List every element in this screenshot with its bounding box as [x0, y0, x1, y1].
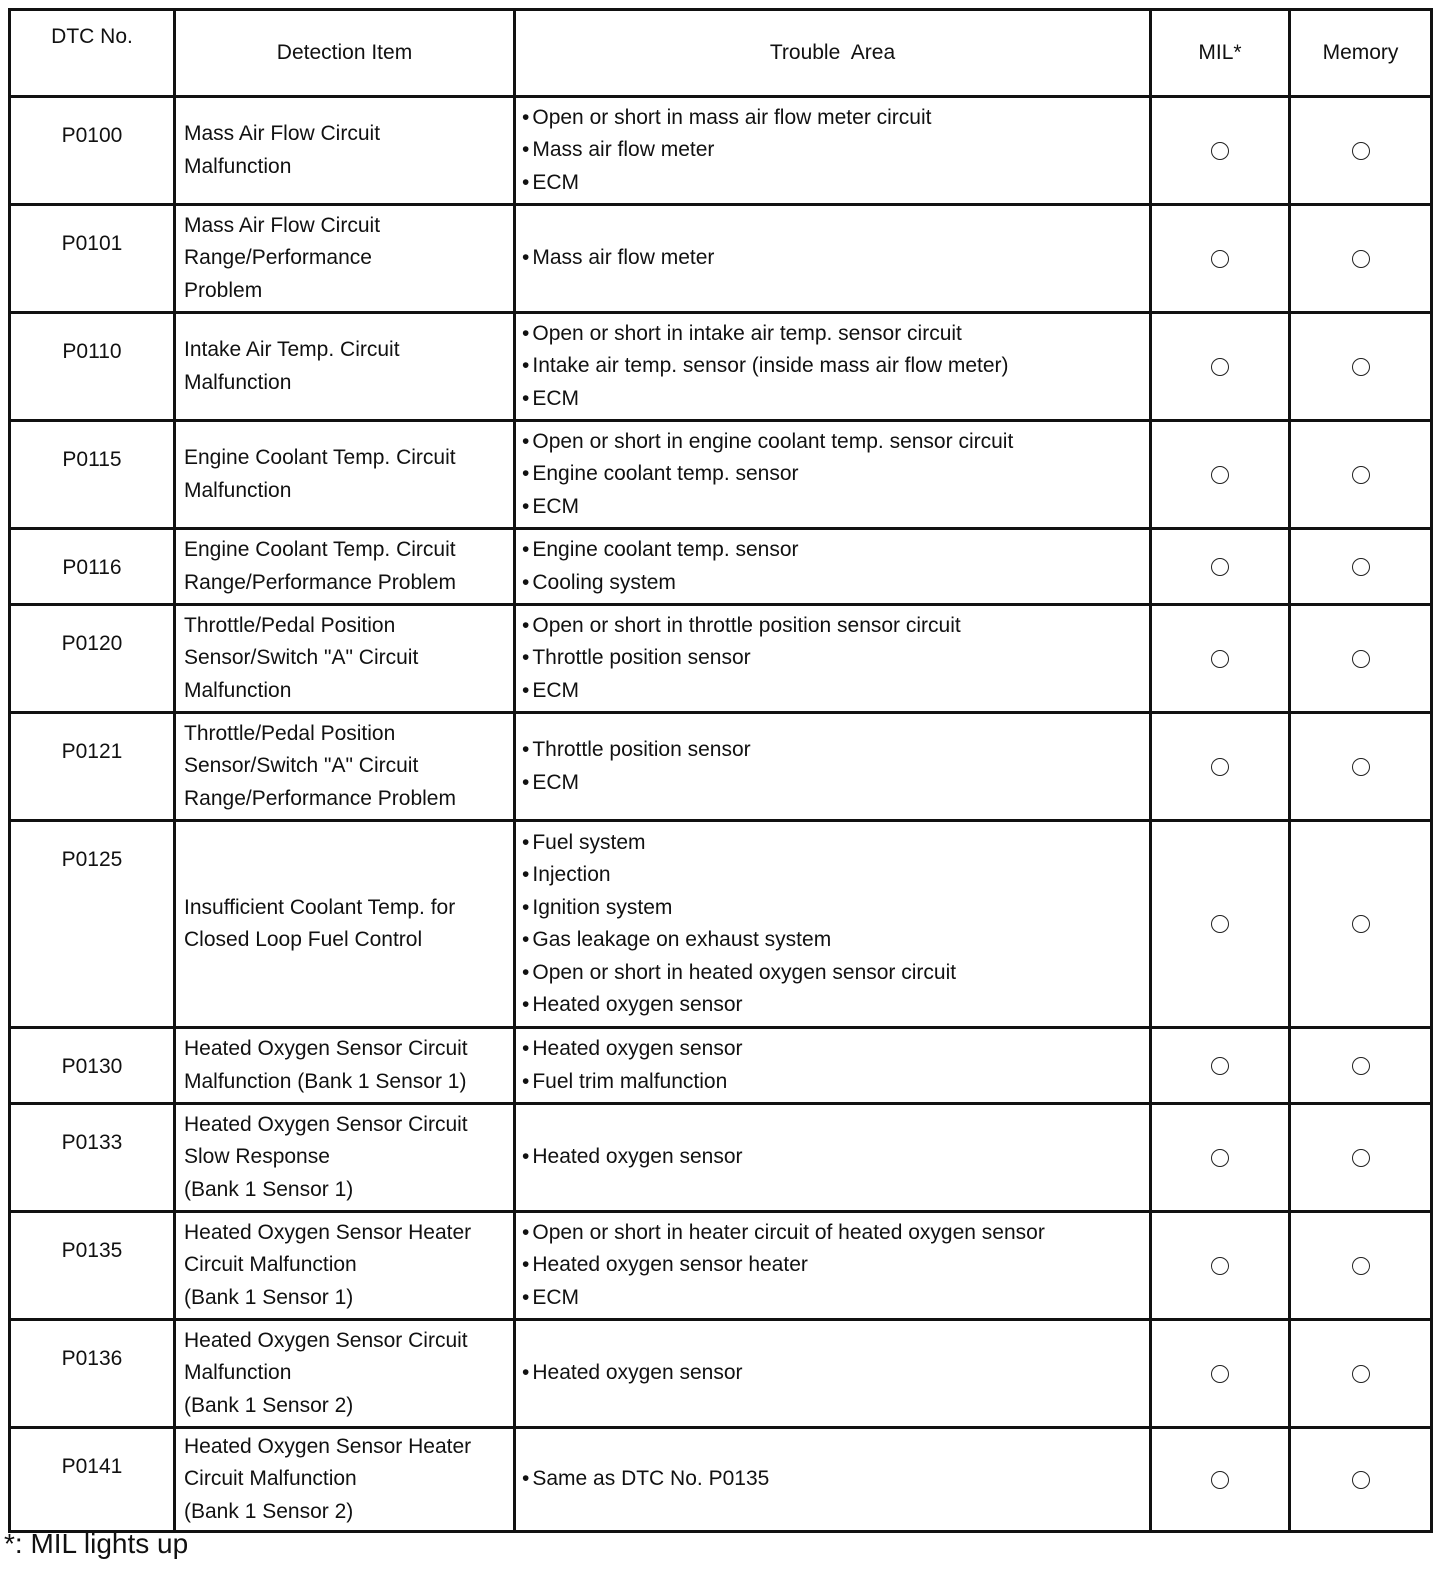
table-row: [10, 1028, 1432, 1104]
trouble-area: [515, 605, 1151, 713]
detection-item: [175, 421, 515, 529]
detection-item: [175, 529, 515, 605]
mil-cell: [1151, 1104, 1290, 1212]
detection-item-line: Malfunction: [184, 154, 292, 178]
mil-circle-icon: [1211, 142, 1229, 160]
detection-item-line: (Bank 1 Sensor 1): [184, 1177, 354, 1201]
mil-cell: [1151, 821, 1290, 1028]
detection-item-line: Malfunction (Bank 1 Sensor 1): [184, 1069, 467, 1093]
detection-item-line: Intake Air Temp. Circuit: [184, 338, 400, 361]
table-row: [10, 313, 1432, 421]
dtc-number: P0135: [10, 1212, 175, 1320]
mil-cell: [1151, 205, 1290, 313]
table-row: [10, 821, 1432, 1028]
trouble-area-item: • Engine coolant temp. sensor: [522, 458, 1149, 491]
table-body: [10, 97, 1432, 1532]
header-dtc-no: DTC No.: [10, 10, 175, 97]
table-row: [10, 605, 1432, 713]
detection-item-line: Engine Coolant Temp. Circuit: [184, 538, 456, 561]
detection-item-line: Engine Coolant Temp. Circuit: [184, 446, 456, 469]
mil-cell: [1151, 313, 1290, 421]
trouble-area-item: • Mass air flow meter: [522, 242, 1149, 275]
table-row: [10, 1428, 1432, 1532]
trouble-area-item: • Heated oxygen sensor heater: [522, 1249, 1149, 1282]
trouble-area-item: • ECM: [522, 1282, 1149, 1315]
memory-circle-icon: [1352, 650, 1370, 668]
detection-item-line: Malfunction: [184, 370, 292, 394]
mil-circle-icon: [1211, 558, 1229, 576]
table-row: [10, 97, 1432, 205]
detection-item-line: Sensor/Switch "A" Circuit: [184, 646, 419, 670]
trouble-area-item: • ECM: [522, 167, 1149, 200]
trouble-area: [515, 1212, 1151, 1320]
detection-item-line: Problem: [184, 278, 263, 302]
mil-cell: [1151, 713, 1290, 821]
table-row: [10, 713, 1432, 821]
mil-cell: [1151, 97, 1290, 205]
detection-item-line: Malfunction: [184, 478, 292, 502]
mil-circle-icon: [1211, 1365, 1229, 1383]
header-memory: Memory: [1290, 10, 1432, 97]
trouble-area-item: • Open or short in engine coolant temp. sensor circuit: [522, 426, 1149, 459]
detection-item-line: Closed Loop Fuel Control: [184, 928, 423, 951]
detection-item-line: Heated Oxygen Sensor Circuit: [184, 1328, 468, 1352]
trouble-area: [515, 1104, 1151, 1212]
memory-circle-icon: [1352, 1149, 1370, 1167]
memory-circle-icon: [1352, 142, 1370, 160]
memory-cell: [1290, 1428, 1432, 1532]
mil-cell: [1151, 1320, 1290, 1428]
trouble-area-item: • ECM: [522, 675, 1149, 708]
table-row: [10, 1212, 1432, 1320]
trouble-area: [515, 821, 1151, 1028]
trouble-area-item: • Heated oxygen sensor: [522, 1357, 1149, 1390]
mil-circle-icon: [1211, 1471, 1229, 1489]
detection-item-line: Heated Oxygen Sensor Heater: [184, 1220, 472, 1244]
detection-item-line: (Bank 1 Sensor 2): [184, 1393, 354, 1417]
header-detection-item: Detection Item: [175, 10, 515, 97]
mil-circle-icon: [1211, 1257, 1229, 1275]
detection-item-line: Circuit Malfunction: [184, 1253, 357, 1277]
trouble-area-item: • Heated oxygen sensor: [522, 1141, 1149, 1174]
detection-item-line: (Bank 1 Sensor 2): [184, 1499, 354, 1523]
mil-cell: [1151, 1428, 1290, 1532]
detection-item-line: Heated Oxygen Sensor Heater: [184, 1434, 472, 1458]
memory-cell: [1290, 97, 1432, 205]
detection-item: [175, 1428, 515, 1532]
dtc-number: P0136: [10, 1320, 175, 1428]
trouble-area: [515, 529, 1151, 605]
dtc-number: P0116: [10, 529, 175, 605]
trouble-area-item: • Open or short in intake air temp. sensor circuit: [522, 318, 1149, 351]
trouble-area-item: • Same as DTC No. P0135: [522, 1463, 1149, 1496]
dtc-number: P0115: [10, 421, 175, 529]
trouble-area-item: • Open or short in throttle position sensor circuit: [522, 610, 1149, 643]
detection-item: [175, 1212, 515, 1320]
table-row: [10, 421, 1432, 529]
trouble-area-item: • Throttle position sensor: [522, 642, 1149, 675]
memory-circle-icon: [1352, 466, 1370, 484]
mil-cell: [1151, 1028, 1290, 1104]
trouble-area-item: • Open or short in mass air flow meter circuit: [522, 102, 1149, 135]
trouble-area-item: • Mass air flow meter: [522, 134, 1149, 167]
dtc-number: P0130: [10, 1028, 175, 1104]
trouble-area-item: • Heated oxygen sensor: [522, 989, 1149, 1022]
detection-item-line: Throttle/Pedal Position: [184, 613, 396, 637]
trouble-area-item: • Fuel trim malfunction: [522, 1066, 1149, 1099]
detection-item-line: Insufficient Coolant Temp. for: [184, 895, 456, 919]
header-row: [10, 10, 1432, 97]
memory-circle-icon: [1352, 1257, 1370, 1275]
dtc-number: P0120: [10, 605, 175, 713]
memory-cell: [1290, 821, 1432, 1028]
trouble-area: [515, 97, 1151, 205]
mil-cell: [1151, 421, 1290, 529]
dtc-number: P0121: [10, 713, 175, 821]
memory-cell: [1290, 1320, 1432, 1428]
table-row: [10, 205, 1432, 313]
mil-cell: [1151, 1212, 1290, 1320]
detection-item-line: (Bank 1 Sensor 1): [184, 1285, 354, 1309]
mil-circle-icon: [1211, 466, 1229, 484]
detection-item-line: Throttle/Pedal Position: [184, 721, 396, 745]
memory-circle-icon: [1352, 915, 1370, 933]
trouble-area-item: • Throttle position sensor: [522, 734, 1149, 767]
trouble-area-item: • ECM: [522, 491, 1149, 524]
footnote: *: MIL lights up: [4, 1528, 189, 1559]
memory-cell: [1290, 1212, 1432, 1320]
trouble-area: [515, 713, 1151, 821]
dtc-number: P0101: [10, 205, 175, 313]
detection-item-line: Heated Oxygen Sensor Circuit: [184, 1037, 468, 1060]
memory-circle-icon: [1352, 250, 1370, 268]
dtc-number: P0110: [10, 313, 175, 421]
detection-item-line: Range/Performance Problem: [184, 570, 456, 594]
mil-circle-icon: [1211, 250, 1229, 268]
mil-circle-icon: [1211, 650, 1229, 668]
mil-circle-icon: [1211, 758, 1229, 776]
header-trouble-area: Trouble Area: [515, 10, 1151, 97]
memory-cell: [1290, 713, 1432, 821]
trouble-area-item: • Intake air temp. sensor (inside mass air flow meter): [522, 350, 1149, 383]
mil-cell: [1151, 605, 1290, 713]
trouble-area-item: • ECM: [522, 767, 1149, 800]
table-row: [10, 529, 1432, 605]
memory-circle-icon: [1352, 358, 1370, 376]
detection-item-line: Mass Air Flow Circuit: [184, 122, 381, 145]
mil-circle-icon: [1211, 915, 1229, 933]
header-mil: MIL*: [1151, 10, 1290, 97]
detection-item: [175, 713, 515, 821]
detection-item-line: Malfunction: [184, 678, 292, 702]
trouble-area: [515, 1028, 1151, 1104]
mil-circle-icon: [1211, 358, 1229, 376]
memory-circle-icon: [1352, 1471, 1370, 1489]
detection-item: [175, 1320, 515, 1428]
detection-item-line: Slow Response: [184, 1145, 330, 1169]
detection-item-line: Heated Oxygen Sensor Circuit: [184, 1112, 468, 1136]
dtc-number: P0125: [10, 821, 175, 1028]
trouble-area-item: • ECM: [522, 383, 1149, 416]
detection-item-line: Range/Performance Problem: [184, 786, 456, 810]
dtc-table: [8, 8, 1433, 1533]
trouble-area-item: • Heated oxygen sensor: [522, 1033, 1149, 1066]
table-row: [10, 1320, 1432, 1428]
trouble-area: [515, 1320, 1151, 1428]
trouble-area-item: • Ignition system: [522, 892, 1149, 925]
memory-circle-icon: [1352, 1057, 1370, 1075]
detection-item: [175, 1104, 515, 1212]
memory-circle-icon: [1352, 1365, 1370, 1383]
dtc-number: P0100: [10, 97, 175, 205]
detection-item: [175, 313, 515, 421]
mil-circle-icon: [1211, 1057, 1229, 1075]
memory-cell: [1290, 605, 1432, 713]
detection-item-line: Malfunction: [184, 1361, 292, 1385]
detection-item-line: Mass Air Flow Circuit: [184, 213, 381, 237]
memory-circle-icon: [1352, 558, 1370, 576]
memory-cell: [1290, 313, 1432, 421]
detection-item-line: Circuit Malfunction: [184, 1467, 357, 1491]
trouble-area: [515, 313, 1151, 421]
mil-cell: [1151, 529, 1290, 605]
dtc-number: P0133: [10, 1104, 175, 1212]
dtc-number: P0141: [10, 1428, 175, 1532]
trouble-area-item: • Open or short in heated oxygen sensor circuit: [522, 957, 1149, 990]
trouble-area-item: • Gas leakage on exhaust system: [522, 924, 1149, 957]
trouble-area-item: • Open or short in heater circuit of heated oxygen sensor: [522, 1217, 1149, 1250]
memory-cell: [1290, 529, 1432, 605]
trouble-area-item: • Cooling system: [522, 567, 1149, 600]
trouble-area: [515, 1428, 1151, 1532]
detection-item-line: Sensor/Switch "A" Circuit: [184, 754, 419, 778]
detection-item: [175, 821, 515, 1028]
detection-item: [175, 97, 515, 205]
memory-cell: [1290, 421, 1432, 529]
memory-cell: [1290, 1104, 1432, 1212]
trouble-area-item: • Injection: [522, 859, 1149, 892]
detection-item: [175, 205, 515, 313]
trouble-area-item: • Fuel system: [522, 827, 1149, 860]
memory-cell: [1290, 1028, 1432, 1104]
memory-circle-icon: [1352, 758, 1370, 776]
detection-item: [175, 1028, 515, 1104]
trouble-area: [515, 421, 1151, 529]
mil-circle-icon: [1211, 1149, 1229, 1167]
detection-item: [175, 605, 515, 713]
trouble-area-item: • Engine coolant temp. sensor: [522, 534, 1149, 567]
table-row: [10, 1104, 1432, 1212]
trouble-area: [515, 205, 1151, 313]
detection-item-line: Range/Performance: [184, 246, 372, 270]
memory-cell: [1290, 205, 1432, 313]
